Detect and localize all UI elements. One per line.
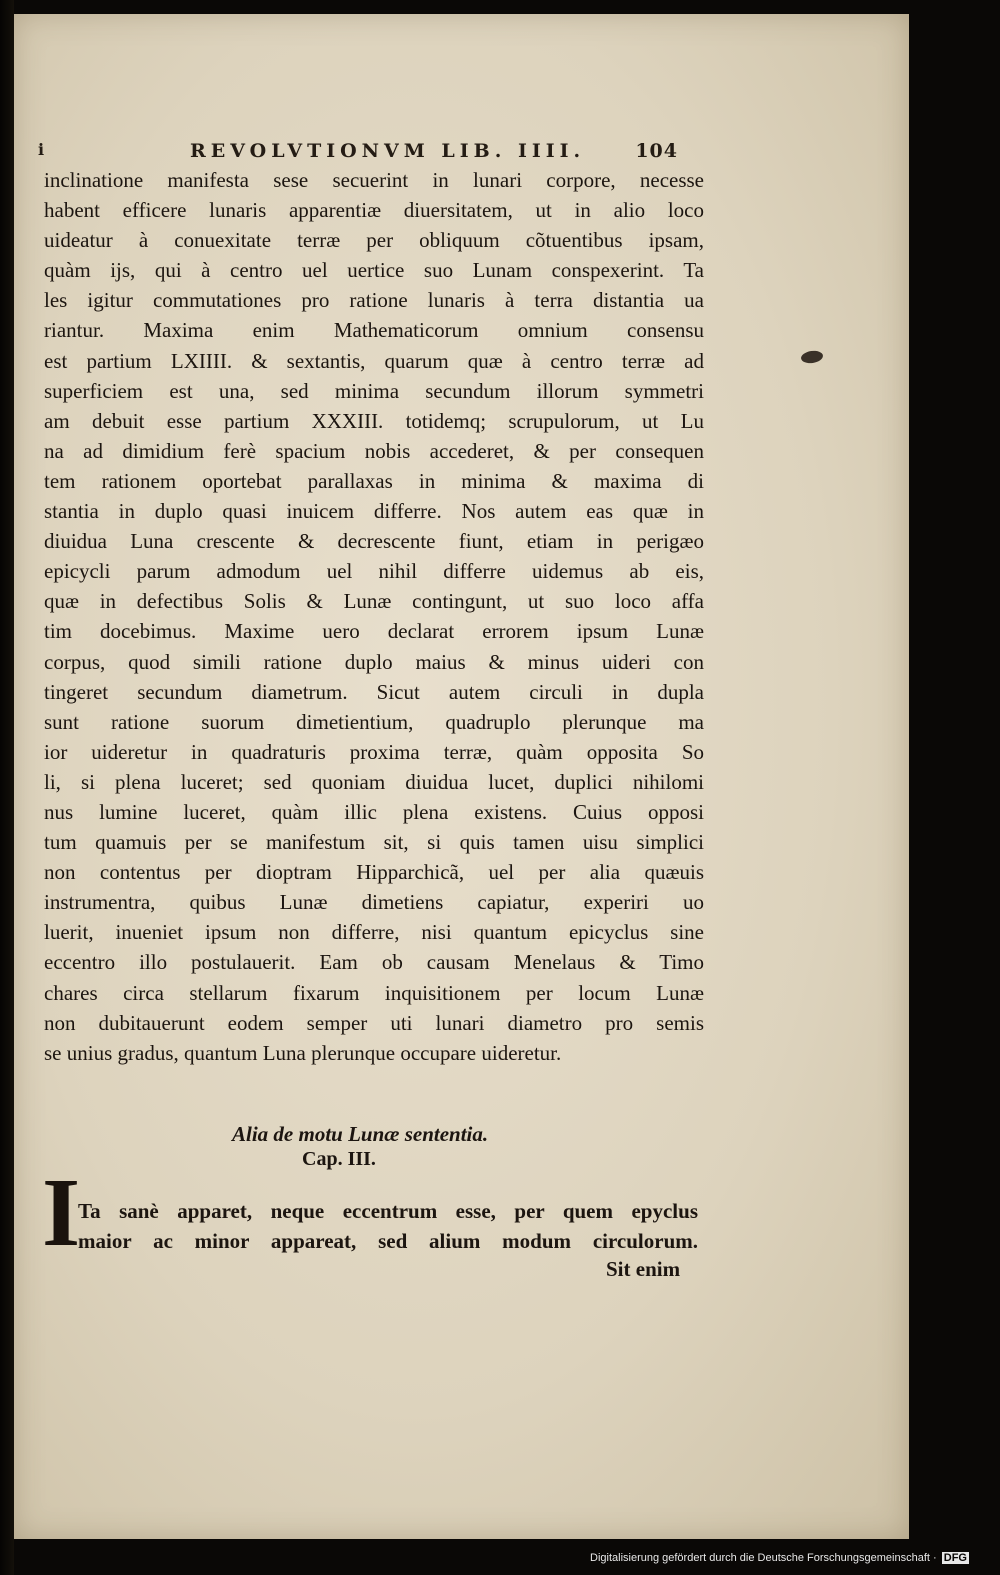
folio-number: 104: [635, 140, 678, 162]
text-line: luerit, inueniet ipsum non differre, nisi quantum epicyclus sine: [44, 920, 704, 945]
text-line: habent efficere lunaris apparentiæ diuersitatem, ut in alio loco: [44, 198, 704, 223]
text-line: nus lumine luceret, quàm illic plena existens. Cuius opposi: [44, 799, 704, 824]
text-line: epicycli parum admodum uel nihil differre uidemus ab eis,: [44, 559, 704, 584]
text-line: eccentro illo postulauerit. Eam ob causam Menelaus & Timo: [44, 950, 704, 975]
scan-background: [0, 0, 14, 1575]
dfg-logo: DFG: [943, 1552, 967, 1564]
text-line: inclinatione manifesta sese secuerint in lunari corpore, necesse: [44, 168, 704, 192]
text-line: uideatur à conuexitate terræ per obliquum cõtuentibus ipsam,: [44, 228, 704, 253]
digitization-credit: [590, 1552, 969, 1564]
text-line: se unius gradus, quantum Luna plerunque occupare uideretur.: [44, 1040, 562, 1065]
text-line: na ad dimidium ferè spacium nobis accederet, & per consequen: [44, 438, 704, 463]
running-header: [38, 140, 678, 166]
text-line: non contentus per dioptram Hipparchicã, uel per alia quæuis: [44, 860, 704, 885]
credit-text: Digitalisierung gefördert durch die Deutsche Forschungsgemeinschaft ·: [590, 1552, 937, 1564]
text-line: quàm ijs, qui à centro uel uertice suo Lunam conspexerint. Ta: [44, 258, 704, 283]
chapter-label: Cap. III.: [302, 1148, 376, 1170]
text-line: quæ in defectibus Solis & Lunæ contingunt, ut suo loco affa: [44, 589, 704, 614]
text-line: chares circa stellarum fixarum inquisitionem per locum Lunæ: [44, 980, 704, 1005]
text-line: non dubitauerunt eodem semper uti lunari diametro pro semis: [44, 1010, 704, 1035]
chapter-line: Ta sanè apparet, neque eccentrum esse, per quem epyclus: [78, 1199, 698, 1223]
running-title: REVOLVTIONVM LIB. IIII.: [190, 140, 586, 162]
text-line: superficiem est una, sed minima secundum illorum symmetri: [44, 378, 704, 403]
text-line: les igitur commutationes pro ratione lunaris à terra distantia ua: [44, 288, 704, 313]
text-line: tum quamuis per se manifestum sit, si quis tamen uisu simplici: [44, 830, 704, 855]
text-line: ior uideretur in quadraturis proxima terræ, quàm opposita So: [44, 739, 704, 764]
ink-stain: [800, 350, 823, 365]
body-text: [44, 165, 704, 1068]
text-line: stantia in duplo quasi inuicem differre. Nos autem eas quæ in: [44, 499, 704, 524]
text-line: instrumentra, quibus Lunæ dimetiens capiatur, experiri uo: [44, 890, 704, 915]
text-line: est partium LXIIII. & sextantis, quarum quæ à centro terræ ad: [44, 348, 704, 373]
chapter-line: maior ac minor appareat, sed alium modum circulorum.: [78, 1229, 698, 1253]
text-line: am debuit esse partium XXXIII. totidemq; scrupulorum, ut Lu: [44, 408, 704, 433]
text-line: tingeret secundum diametrum. Sicut autem circuli in dupla: [44, 679, 704, 704]
chapter-opening: [78, 1196, 698, 1256]
catchword: Sit enim: [606, 1257, 681, 1281]
text-line: diuidua Luna crescente & decrescente fiunt, etiam in perigæo: [44, 529, 704, 554]
text-line: riantur. Maxima enim Mathematicorum omnium consensu: [44, 318, 704, 343]
drop-cap-initial: I: [42, 1159, 81, 1267]
text-line: li, si plena luceret; sed quoniam diuidua lucet, duplici nihilomi: [44, 769, 704, 794]
header-left-mark: i: [38, 140, 50, 159]
section-title: Alia de motu Lunæ sententia.: [232, 1122, 489, 1146]
text-line: corpus, quod simili ratione duplo maius & minus uideri con: [44, 649, 704, 674]
text-line: tim docebimus. Maxime uero declarat errorem ipsum Lunæ: [44, 619, 704, 644]
text-line: tem rationem oportebat parallaxas in minima & maxima di: [44, 468, 704, 493]
text-line: sunt ratione suorum dimetientium, quadruplo plerunque ma: [44, 709, 704, 734]
